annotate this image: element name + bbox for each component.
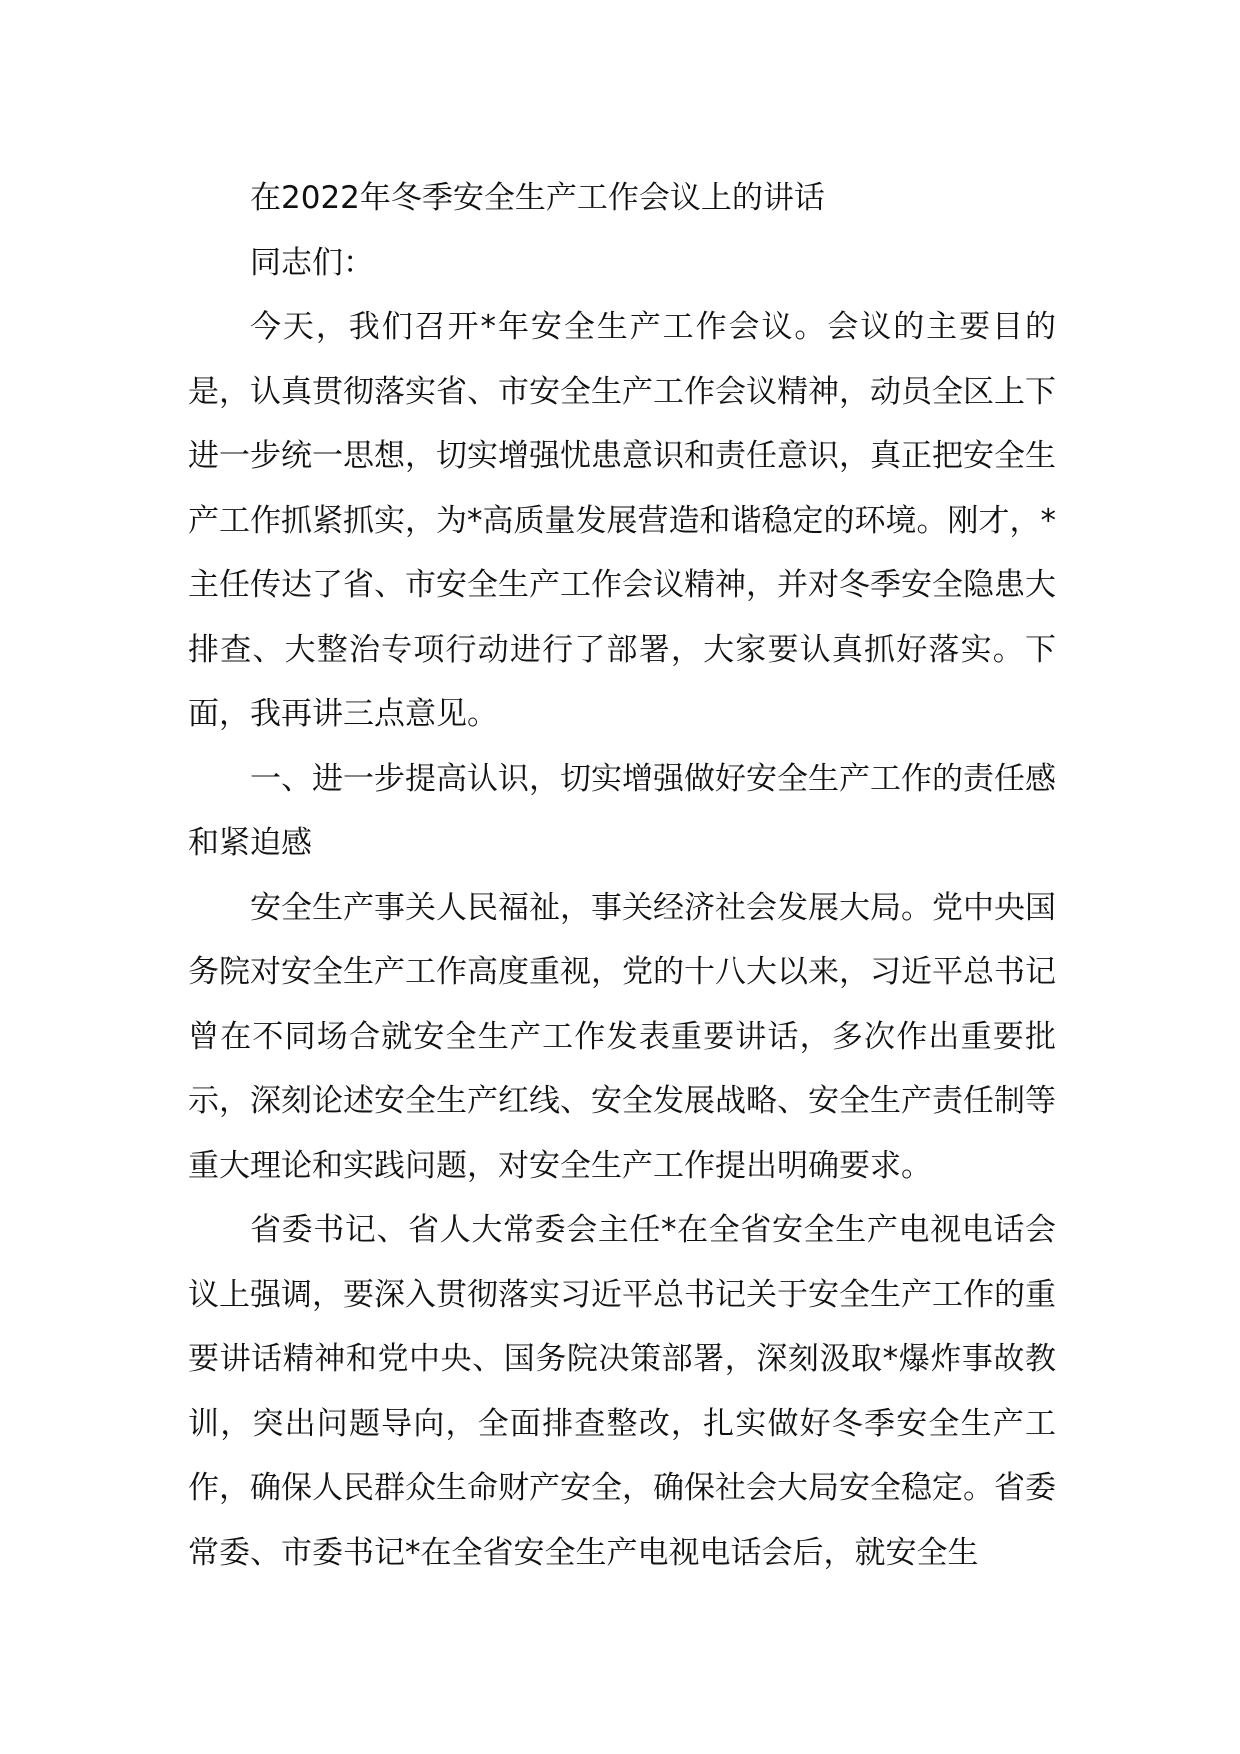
- paragraph-safety-importance: 安全生产事关人民福祉，事关经济社会发展大局。党中央国务院对安全生产工作高度重视，党的十八大以来，习近平总书记曾在不同场合就安全生产工作发表重要讲话，多次作出重要批示，深刻论述安全生产红线、安全发展战略、安全生产责任制等重大理论和实践问题，对安全生产工作提出明确要求。: [188, 889, 1056, 1184]
- paragraph-opening: 今天，我们召开*年安全生产工作会议。会议的主要目的是，认真贯彻落实省、市安全生产工作会议精神，动员全区上下进一步统一思想，切实增强忧患意识和责任意识，真正把安全生产工作抓紧抓实，为*高质量发展营造和谐稳定的环境。刚才，*主任传达了省、市安全生产工作会议精神，并对冬季安全隐患大排查、大整治专项行动进行了部署，大家要认真抓好落实。下面，我再讲三点意见。: [188, 309, 1056, 732]
- document-title: 在2022年冬季安全生产工作会议上的讲话: [250, 180, 825, 216]
- paragraph-provincial-instructions: 省委书记、省人大常委会主任*在全省安全生产电视电话会议上强调，要深入贯彻落实习近平总书记关于安全生产工作的重要讲话精神和党中央、国务院决策部署，深刻汲取*爆炸事故教训，突出问题导向，全面排查整改，扎实做好冬季安全生产工作，确保人民群众生命财产安全，确保社会大局安全稳定。省委常委、市委书记*在全省安全生产电视电话会后，就安全生: [188, 1212, 1056, 1571]
- section-heading-1: 一、进一步提高认识，切实增强做好安全生产工作的责任感和紧迫感: [188, 760, 1056, 861]
- document-body: [188, 166, 1056, 1585]
- salutation: 同志们：: [250, 244, 374, 281]
